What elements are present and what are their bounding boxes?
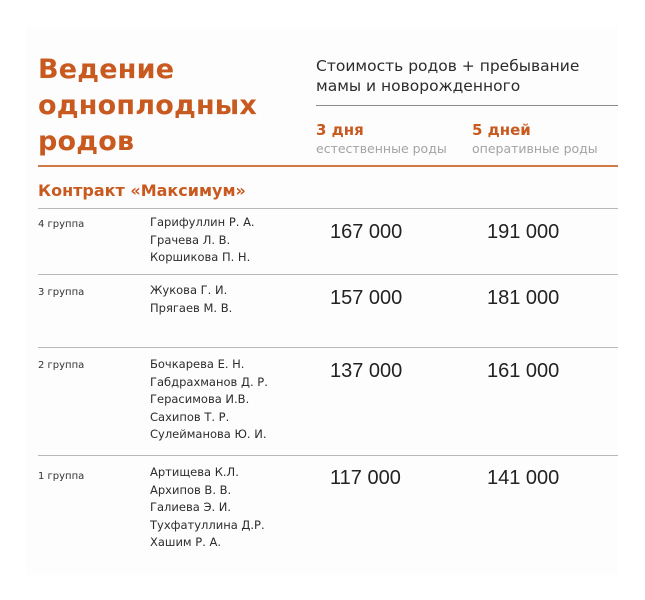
group-label: 2 группа	[38, 360, 85, 371]
price-natural: 157 000	[330, 287, 403, 309]
doctor-name: Коршикова П. Н.	[150, 250, 251, 264]
column-days-label: 5 дней	[472, 121, 531, 139]
doctor-name: Грачева Л. В.	[150, 232, 231, 247]
price-natural: 117 000	[330, 467, 401, 489]
header-divider	[316, 105, 618, 106]
group-label: 1 группа	[38, 471, 85, 482]
price-natural: 167 000	[330, 221, 403, 243]
group-label: 3 группа	[38, 287, 85, 298]
column-days-label: 3 дня	[316, 121, 364, 139]
column-kind-label: оперативные роды	[472, 141, 598, 156]
doctor-name: Сахипов Т. Р.	[150, 409, 230, 424]
doctor-name: Герасимова И.В.	[150, 392, 250, 406]
title-line: родов	[38, 126, 135, 157]
title-line: Ведение	[38, 54, 175, 85]
doctor-name: Артищева К.Л.	[150, 465, 239, 479]
doctor-name: Прягаев М. В.	[150, 300, 233, 315]
group-label: 4 группа	[38, 219, 85, 230]
price-description	[316, 56, 616, 96]
doctor-name: Хашим Р. А.	[150, 535, 222, 549]
price-operative: 161 000	[487, 360, 560, 382]
doctor-name: Галиева Э. И.	[150, 500, 232, 514]
column-header-operative	[472, 120, 598, 158]
doctor-name: Бочкарева Е. Н.	[150, 357, 245, 371]
doctor-list	[150, 356, 268, 444]
column-header-natural	[316, 120, 447, 158]
row-divider	[38, 347, 618, 348]
doctor-list	[150, 214, 255, 267]
price-operative: 181 000	[487, 287, 560, 309]
price-natural: 137 000	[330, 360, 403, 382]
price-operative: 141 000	[487, 467, 560, 489]
row-divider	[38, 208, 618, 209]
column-kind-label: естественные роды	[316, 141, 447, 156]
doctor-name: Архипов В. В.	[150, 482, 232, 497]
price-operative: 191 000	[487, 221, 560, 243]
doctor-name: Гарифуллин Р. А.	[150, 215, 255, 229]
doctor-name: Сулейманова Ю. И.	[150, 427, 267, 441]
price-description-line: Стоимость родов + пребывание	[316, 57, 580, 75]
doctor-name: Жукова Г. И.	[150, 283, 228, 297]
section-divider	[38, 165, 618, 167]
doctor-name: Габдрахманов Д. Р.	[150, 374, 268, 389]
row-divider	[38, 274, 618, 275]
doctor-list	[150, 464, 265, 552]
page-title	[38, 52, 298, 160]
doctor-list	[150, 282, 232, 317]
contract-title: Контракт «Максимум»	[38, 181, 246, 200]
doctor-name: Тухфатуллина Д.Р.	[150, 517, 265, 532]
title-line: одноплодных	[38, 90, 258, 121]
row-divider	[38, 455, 618, 456]
price-description-line: мамы и новорожденного	[316, 77, 521, 95]
